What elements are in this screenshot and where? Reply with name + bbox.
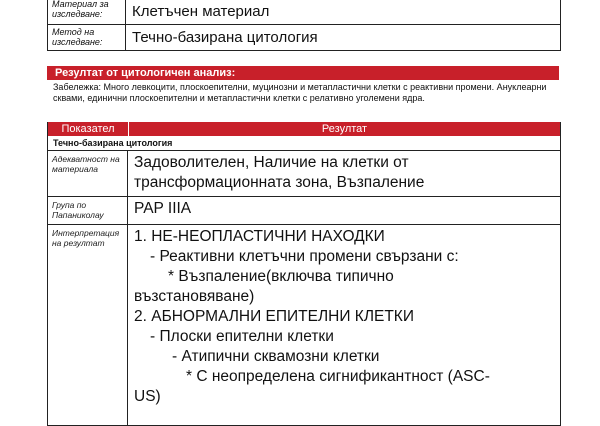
interpretation-line: US): [134, 388, 161, 405]
interpretation-line: * С неопределена сигнификантност (ASC-: [186, 368, 490, 385]
adequacy-label: Адекватност на материала: [48, 151, 128, 196]
column-header-indicator: Показател: [48, 122, 129, 136]
interpretation-line: * Възпаление(включва типично: [168, 268, 394, 285]
interpretation-value: [128, 225, 560, 425]
interpretation-line: - Плоски епителни клетки: [150, 328, 334, 345]
adequacy-value: Задоволителен, Наличие на клетки от трансформационната зона, Възпаление: [134, 154, 425, 191]
interpretation-label: Интерпретация на резултат: [48, 225, 128, 425]
results-table: [47, 122, 561, 426]
table-row-adequacy: [48, 151, 560, 197]
interpretation-line: - Реактивни клетъчни промени свързани с:: [150, 248, 459, 265]
table-row-interpretation: [48, 225, 560, 425]
result-note: Забележка: Много левкоцити, плоскоепителни, муцинозни и метапластични клетки с реактивни промени. Ануклеарни сквами, единични плоскоепителни и метапластични клетки с релативно уголемени ядра.: [53, 82, 547, 103]
method-label: Метод на изследване:: [48, 25, 126, 50]
result-section-header: Резултат от цитологичен анализ:: [47, 66, 559, 80]
interpretation-line: 1. НЕ-НЕОПЛАСТИЧНИ НАХОДКИ: [134, 228, 385, 245]
pap-group-value: PAP IIIA: [134, 200, 192, 217]
table-row-pap-group: [48, 197, 560, 225]
material-row: [48, 0, 560, 25]
results-table-header: [48, 122, 560, 136]
interpretation-line: - Атипични сквамозни клетки: [172, 348, 380, 365]
material-value: Клетъчен материал: [132, 3, 270, 20]
column-header-result: Резултат: [321, 123, 368, 135]
method-value: Течно-базирана цитология: [132, 29, 318, 46]
method-subheader: Течно-базирана цитология: [48, 136, 560, 151]
method-row: [48, 25, 560, 51]
specimen-info-table: [47, 0, 561, 51]
interpretation-line: възстановяване): [134, 288, 255, 305]
material-label: Материал за изследване:: [48, 0, 126, 24]
pap-group-label: Група по Папаниколау: [48, 197, 128, 224]
interpretation-line: 2. АБНОРМАЛНИ ЕПИТЕЛНИ КЛЕТКИ: [134, 308, 414, 325]
